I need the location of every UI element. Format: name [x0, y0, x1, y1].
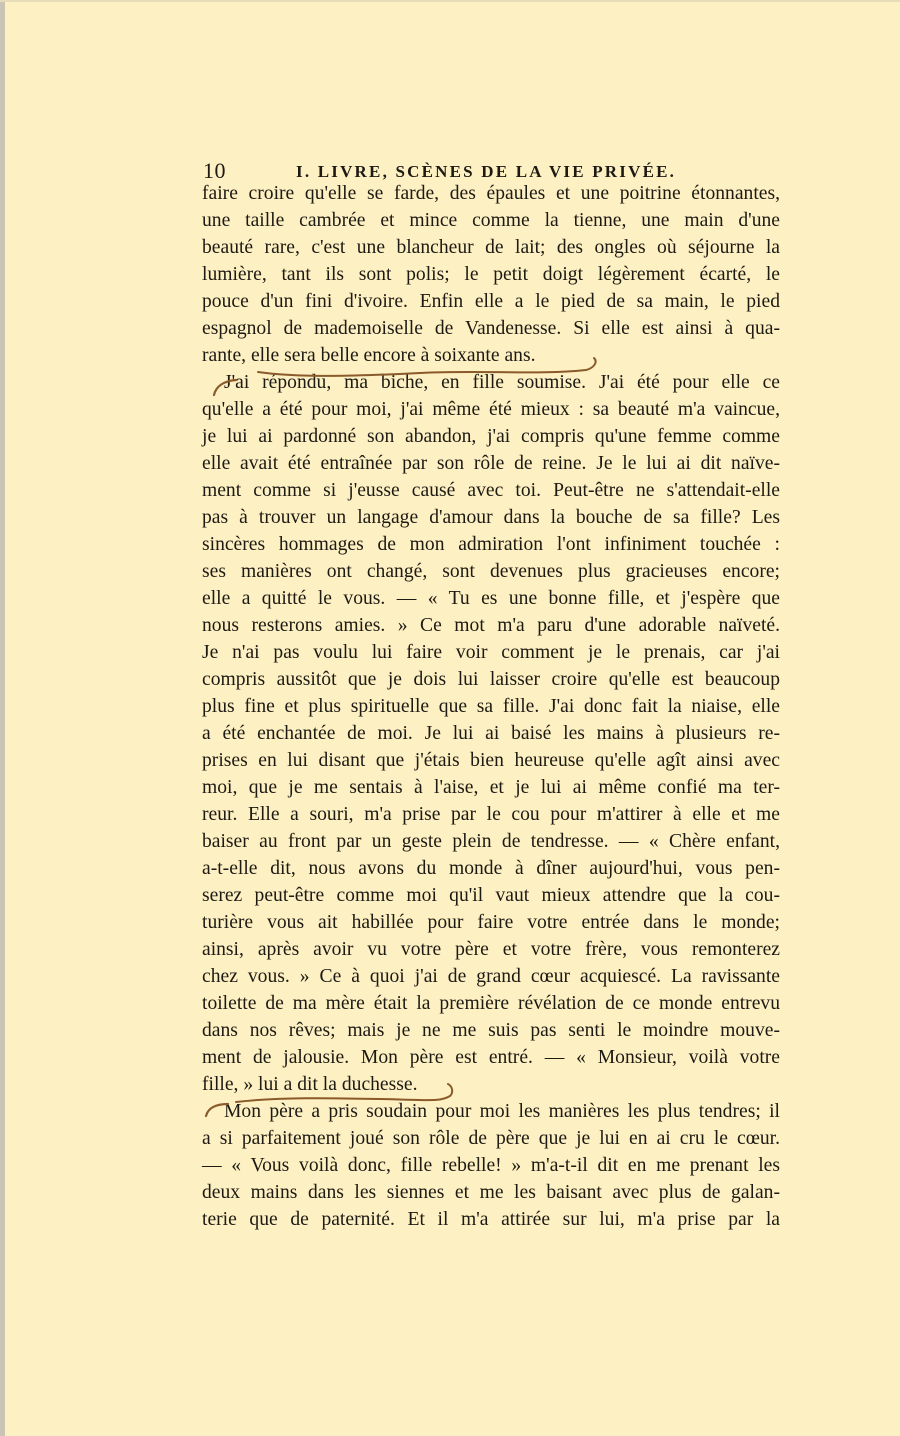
text-line: serez peut-être comme moi qu'il vaut mieux attendre que la cou- — [202, 885, 780, 906]
text-line: chez vous. » Ce à quoi j'ai de grand cœur acquiescé. La ravissante — [202, 966, 780, 987]
body-text — [202, 180, 780, 1233]
text-line: nous resterons amies. » Ce mot m'a paru d'une adorable naïveté. — [202, 615, 780, 636]
text-line: baiser au front par un geste plein de tendresse. — « Chère enfant, — [202, 831, 780, 852]
text-line: ment comme si j'eusse causé avec toi. Peut-être ne s'attendait-elle — [202, 480, 780, 501]
text-line: a si parfaitement joué son rôle de père que je lui en ai cru le cœur. — [202, 1128, 780, 1149]
text-line: moi, que je me sentais à l'aise, et je lui ai même confié ma ter- — [202, 777, 780, 798]
running-head: I. LIVRE, SCÈNES DE LA VIE PRIVÉE. — [296, 162, 677, 181]
text-line: une taille cambrée et mince comme la tienne, une main d'une — [202, 210, 780, 231]
text-line: sincères hommages de mon admiration l'ont infiniment touchée : — [202, 534, 780, 555]
text-line: ment de jalousie. Mon père est entré. — « Monsieur, voilà votre — [202, 1047, 780, 1068]
text-line: ses manières ont changé, sont devenues plus gracieuses encore; — [202, 561, 780, 582]
scan-top-edge — [0, 0, 900, 2]
text-line: plus fine et plus spirituelle que sa fille. J'ai donc fait la niaise, elle — [202, 696, 780, 717]
text-line: reur. Elle a souri, m'a prise par le cou pour m'attirer à elle et me — [202, 804, 780, 825]
text-line: prises en lui disant que j'étais bien heureuse qu'elle agît ainsi avec — [202, 750, 780, 771]
text-line-underlined: rante, elle sera belle encore à soixante ans. — [202, 345, 536, 366]
text-line: terie que de paternité. Et il m'a attirée sur lui, m'a prise par la — [202, 1209, 780, 1230]
paragraph-start-line: Mon père a pris soudain pour moi les manières les plus tendres; il — [224, 1101, 780, 1122]
text-line: elle avait été entraînée par son rôle de reine. Je le lui ai dit naïve- — [202, 453, 780, 474]
text-line: espagnol de mademoiselle de Vandenesse. Si elle est ainsi à qua- — [202, 318, 780, 339]
text-line: pouce d'un fini d'ivoire. Enfin elle a le pied de sa main, le pied — [202, 291, 780, 312]
text-line: je lui ai pardonné son abandon, j'ai compris qu'une femme comme — [202, 426, 780, 447]
text-line: elle a quitté le vous. — « Tu es une bonne fille, et j'espère que — [202, 588, 780, 609]
scan-page-edge — [0, 0, 5, 1436]
text-line: qu'elle a été pour moi, j'ai même été mieux : sa beauté m'a vaincue, — [202, 399, 780, 420]
text-line: faire croire qu'elle se farde, des épaules et une poitrine étonnantes, — [202, 183, 780, 204]
text-line: dans nos rêves; mais je ne me suis pas senti le moindre mouve- — [202, 1020, 780, 1041]
text-line: lumière, tant ils sont polis; le petit doigt légèrement écarté, le — [202, 264, 780, 285]
text-line: deux mains dans les siennes et me les baisant avec plus de galan- — [202, 1182, 780, 1203]
text-line-underlined: fille, » lui a dit la duchesse. — [202, 1074, 418, 1095]
page-number: 10 — [203, 158, 226, 183]
text-line: Je n'ai pas voulu lui faire voir comment je le prenais, car j'ai — [202, 642, 780, 663]
text-line: ainsi, après avoir vu votre père et votre frère, vous remonterez — [202, 939, 780, 960]
text-line: beauté rare, c'est une blancheur de lait; des ongles où séjourne la — [202, 237, 780, 258]
text-line: — « Vous voilà donc, fille rebelle! » m'a-t-il dit en me prenant les — [202, 1155, 780, 1176]
text-line: compris aussitôt que je dois lui laisser croire qu'elle est beaucoup — [202, 669, 780, 690]
text-line: toilette de ma mère était la première révélation de ce monde entrevu — [202, 993, 780, 1014]
paragraph-start-line: J'ai répondu, ma biche, en fille soumise. J'ai été pour elle ce — [224, 372, 780, 393]
text-line: pas à trouver un langage d'amour dans la bouche de sa fille? Les — [202, 507, 780, 528]
text-line: a-t-elle dit, nous avons du monde à dîner aujourd'hui, vous pen- — [202, 858, 780, 879]
text-line: a été enchantée de moi. Je lui ai baisé les mains à plusieurs re- — [202, 723, 780, 744]
text-line: turière vous ait habillée pour faire votre entrée dans le monde; — [202, 912, 780, 933]
